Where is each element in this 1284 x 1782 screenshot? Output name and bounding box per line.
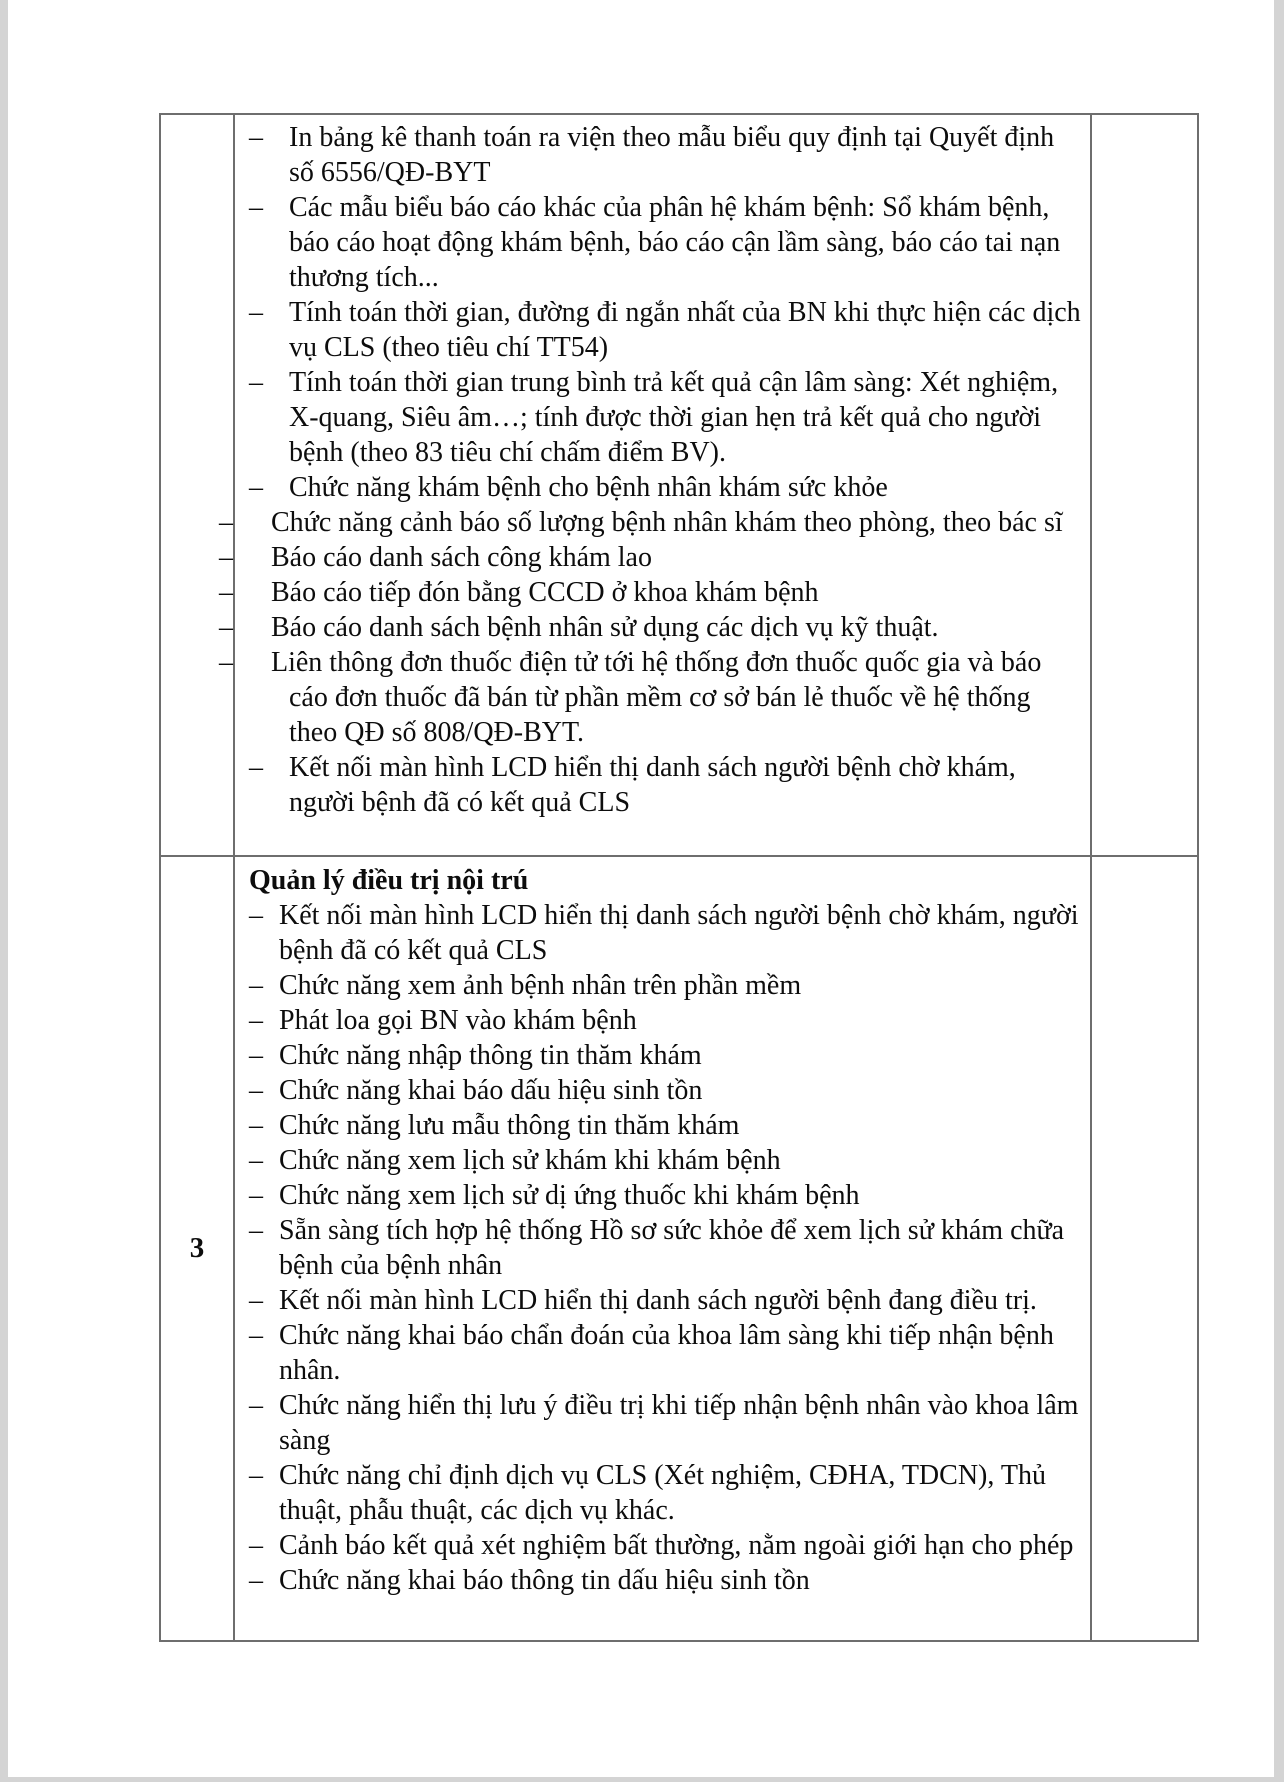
bullet-text: Liên thông đơn thuốc điện tử tới hệ thống đơn thuốc quốc gia và báo cáo đơn thuốc đã bán từ phần mềm cơ sở bán lẻ thuốc về hệ thống theo QĐ số 808/QĐ-BYT. bbox=[271, 647, 1042, 748]
bullet-item bbox=[235, 1073, 1084, 1108]
bullet-item bbox=[235, 1108, 1084, 1143]
bullet-text: Các mẫu biểu báo cáo khác của phân hệ khám bệnh: Sổ khám bệnh, báo cáo hoạt động khám bệnh, báo cáo cận lầm sàng, báo cáo tai nạn thương tích... bbox=[289, 192, 1061, 293]
dash-bullet-icon: – bbox=[249, 367, 263, 398]
bullet-item bbox=[235, 1213, 1084, 1283]
bullet-item: – Chức năng cảnh báo số lượng bệnh nhân khám theo phòng, theo bác sĩ bbox=[219, 507, 1063, 538]
content-cell bbox=[235, 857, 1092, 1640]
bullet-item bbox=[235, 1143, 1084, 1178]
bullet-text: Chức năng chỉ định dịch vụ CLS (Xét nghiệm, CĐHA, TDCN), Thủ thuật, phẫu thuật, các dịch vụ khác. bbox=[279, 1460, 1046, 1526]
bullet-text: Chức năng xem lịch sử khám khi khám bệnh bbox=[279, 1145, 781, 1176]
page-edge-left bbox=[0, 0, 8, 1782]
bullet-item bbox=[235, 1563, 1084, 1598]
bullet-item bbox=[235, 1178, 1084, 1213]
dash-bullet-icon: – bbox=[249, 1180, 263, 1211]
bullet-item bbox=[235, 1283, 1084, 1318]
bullet-item bbox=[235, 1318, 1084, 1388]
dash-bullet-icon: – bbox=[249, 1215, 263, 1246]
dash-bullet-icon: – bbox=[249, 297, 263, 328]
dash-bullet-icon: – bbox=[249, 1075, 263, 1106]
dash-bullet-icon: – bbox=[249, 472, 263, 503]
row-number-cell bbox=[161, 857, 235, 1640]
bullet-text: Chức năng nhập thông tin thăm khám bbox=[279, 1040, 702, 1071]
bullet-item bbox=[235, 1003, 1084, 1038]
bullet-item bbox=[235, 295, 1084, 365]
content-cell bbox=[219, 115, 1092, 857]
dash-bullet-icon: – bbox=[249, 1390, 263, 1421]
bullet-text: Kết nối màn hình LCD hiển thị danh sách người bệnh đang điều trị. bbox=[279, 1285, 1037, 1316]
dash-bullet-icon: – bbox=[249, 1110, 263, 1141]
bullet-item bbox=[235, 190, 1084, 295]
bullet-item bbox=[235, 1388, 1084, 1458]
section-header: Quản lý điều trị nội trú bbox=[249, 865, 529, 896]
bullet-text: Chức năng xem lịch sử dị ứng thuốc khi khám bệnh bbox=[279, 1180, 860, 1211]
bullet-item bbox=[235, 968, 1084, 1003]
dash-bullet-icon: – bbox=[249, 1530, 263, 1561]
bullet-list bbox=[235, 898, 1084, 1598]
bullet-text: Báo cáo danh sách bệnh nhân sử dụng các dịch vụ kỹ thuật. bbox=[271, 612, 939, 643]
bullet-text: Chức năng khai báo dấu hiệu sinh tồn bbox=[279, 1075, 703, 1106]
dash-bullet-icon: – bbox=[249, 900, 263, 931]
bullet-item bbox=[235, 470, 1084, 505]
row-number-cell bbox=[161, 115, 235, 857]
score-cell bbox=[1092, 857, 1197, 1640]
bullet-item bbox=[235, 1038, 1084, 1073]
bullet-text: Chức năng lưu mẫu thông tin thăm khám bbox=[279, 1110, 740, 1141]
page-edge-bottom bbox=[0, 1777, 1284, 1782]
dash-bullet-icon: – bbox=[249, 1460, 263, 1491]
bullet-text: Chức năng khai báo chẩn đoán của khoa lâm sàng khi tiếp nhận bệnh nhân. bbox=[279, 1320, 1054, 1386]
dash-bullet-icon: – bbox=[249, 970, 263, 1001]
dash-bullet-icon: – bbox=[249, 1285, 263, 1316]
bullet-item: – Báo cáo danh sách công khám lao bbox=[219, 542, 652, 573]
bullet-item: – Liên thông đơn thuốc điện tử tới hệ thống đơn thuốc quốc gia và báo cáo đơn thuốc đã bán từ phần mềm cơ sở bán lẻ thuốc về hệ thống theo QĐ số 808/QĐ-BYT. bbox=[219, 647, 1042, 748]
dash-bullet-icon: – bbox=[249, 192, 263, 223]
dash-bullet-icon: – bbox=[249, 1005, 263, 1036]
row-number: 3 bbox=[189, 1232, 205, 1264]
bullet-list bbox=[219, 120, 1084, 820]
dash-bullet-icon: – bbox=[249, 1565, 263, 1596]
bullet-text: Báo cáo tiếp đón bằng CCCD ở khoa khám bệnh bbox=[271, 577, 819, 608]
dash-bullet-icon: – bbox=[249, 1040, 263, 1071]
page-edge-right bbox=[1274, 0, 1284, 1782]
bullet-item bbox=[235, 365, 1084, 470]
score-cell bbox=[1092, 115, 1197, 857]
bullet-item: – Báo cáo danh sách bệnh nhân sử dụng các dịch vụ kỹ thuật. bbox=[219, 612, 939, 643]
bullet-text: Chức năng hiển thị lưu ý điều trị khi tiếp nhận bệnh nhân vào khoa lâm sàng bbox=[279, 1390, 1079, 1456]
requirements-table bbox=[159, 113, 1199, 1642]
bullet-text: Kết nối màn hình LCD hiển thị danh sách người bệnh chờ khám, người bệnh đã có kết quả CLS bbox=[289, 752, 1016, 818]
bullet-item: – Báo cáo tiếp đón bằng CCCD ở khoa khám bệnh bbox=[219, 577, 819, 608]
bullet-item bbox=[235, 1528, 1084, 1563]
bullet-text: Cảnh báo kết quả xét nghiệm bất thường, nằm ngoài giới hạn cho phép bbox=[279, 1530, 1074, 1561]
dash-bullet-icon: – bbox=[249, 1320, 263, 1351]
bullet-text: Kết nối màn hình LCD hiển thị danh sách người bệnh chờ khám, người bệnh đã có kết quả CLS bbox=[279, 900, 1079, 966]
dash-bullet-icon: – bbox=[249, 752, 263, 783]
bullet-item bbox=[235, 750, 1084, 820]
bullet-text: In bảng kê thanh toán ra viện theo mẫu biểu quy định tại Quyết định số 6556/QĐ-BYT bbox=[289, 122, 1055, 188]
bullet-text: Tính toán thời gian trung bình trả kết quả cận lâm sàng: Xét nghiệm, X-quang, Siêu âm…; tính được thời gian hẹn trả kết quả cho người bệnh (theo 83 tiêu chí chấm điểm BV). bbox=[289, 367, 1059, 468]
bullet-item bbox=[235, 120, 1084, 190]
bullet-text: Chức năng xem ảnh bệnh nhân trên phần mềm bbox=[279, 970, 802, 1001]
bullet-text: Chức năng cảnh báo số lượng bệnh nhân khám theo phòng, theo bác sĩ bbox=[271, 507, 1063, 538]
bullet-text: Chức năng khai báo thông tin dấu hiệu sinh tồn bbox=[279, 1565, 810, 1596]
bullet-text: Tính toán thời gian, đường đi ngắn nhất của BN khi thực hiện các dịch vụ CLS (theo tiêu chí TT54) bbox=[289, 297, 1081, 363]
bullet-text: Chức năng khám bệnh cho bệnh nhân khám sức khỏe bbox=[289, 472, 888, 503]
bullet-item bbox=[235, 1458, 1084, 1528]
bullet-text: Phát loa gọi BN vào khám bệnh bbox=[279, 1005, 637, 1036]
bullet-text: Báo cáo danh sách công khám lao bbox=[271, 542, 652, 573]
bullet-item bbox=[235, 898, 1084, 968]
dash-bullet-icon: – bbox=[249, 1145, 263, 1176]
bullet-text: Sẵn sàng tích hợp hệ thống Hồ sơ sức khỏe để xem lịch sử khám chữa bệnh của bệnh nhân bbox=[279, 1215, 1065, 1281]
dash-bullet-icon: – bbox=[249, 122, 263, 153]
